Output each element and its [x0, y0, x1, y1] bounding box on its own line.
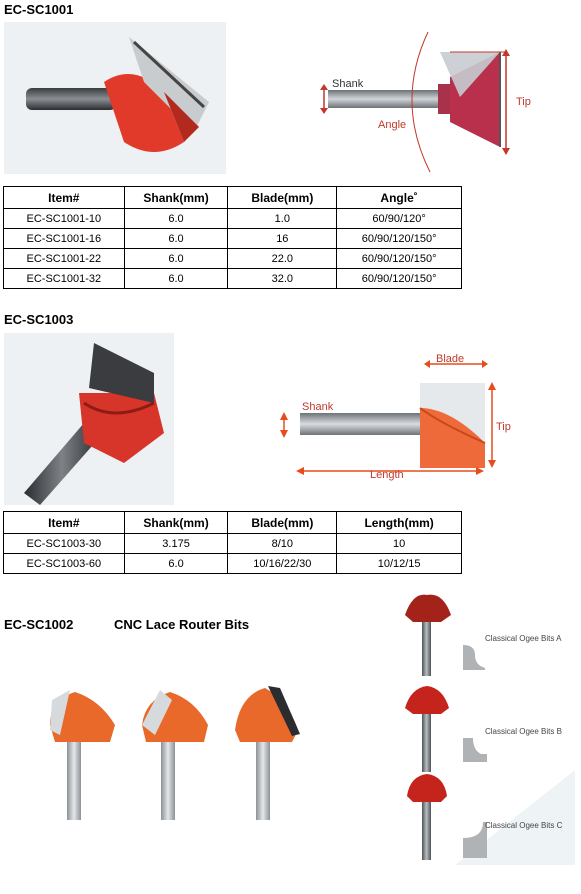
section2-title: EC-SC1003 [4, 312, 74, 327]
table-cell: EC-SC1003-60 [4, 554, 125, 574]
section3-subtitle: CNC Lace Router Bits [114, 617, 250, 632]
column-header: Blade(mm) [228, 512, 337, 534]
label-tip: Tip [516, 96, 531, 108]
table-cell: 3.175 [124, 534, 228, 554]
table-cell: EC-SC1003-30 [4, 534, 125, 554]
table-cell: 16 [228, 229, 337, 249]
column-header: Length(mm) [337, 512, 462, 534]
ogee-label-b: Classical Ogee Bits B [485, 727, 562, 736]
table-cell: 60/90/120° [337, 209, 462, 229]
table-cell: EC-SC1001-16 [4, 229, 125, 249]
table-cell: 6.0 [124, 249, 228, 269]
ogee-label-a: Classical Ogee Bits A [485, 634, 562, 643]
lace-router-bits-photo [30, 670, 310, 830]
table-header [4, 512, 462, 534]
table-row [4, 534, 462, 554]
section1-title: EC-SC1001 [4, 2, 74, 17]
table-cell: 10 [337, 534, 462, 554]
label-shank: Shank [302, 401, 334, 413]
table-row [4, 269, 462, 289]
table-row [4, 209, 462, 229]
product-photo-sc1001 [4, 22, 226, 174]
table-cell: EC-SC1001-32 [4, 269, 125, 289]
table-cell: 60/90/120/150° [337, 249, 462, 269]
product-photo-sc1003 [4, 333, 174, 505]
table-cell: 10/16/22/30 [228, 554, 337, 574]
table-cell: 6.0 [124, 229, 228, 249]
label-blade: Blade [436, 353, 465, 365]
table-cell: 60/90/120/150° [337, 269, 462, 289]
table-cell: 22.0 [228, 249, 337, 269]
diagram-sc1001 [300, 22, 570, 182]
table-row [4, 554, 462, 574]
table-cell: 32.0 [228, 269, 337, 289]
table-cell: 6.0 [124, 269, 228, 289]
spec-table-sc1001 [3, 186, 462, 289]
label-angle: Angle [378, 119, 407, 131]
table-cell: 6.0 [124, 554, 228, 574]
table-cell: EC-SC1001-10 [4, 209, 125, 229]
section3-title: EC-SC1002 [4, 617, 74, 632]
column-header: Shank(mm) [124, 512, 228, 534]
column-header: Item# [4, 512, 125, 534]
label-tip: Tip [496, 421, 511, 433]
column-header: Shank(mm) [124, 187, 228, 209]
column-header: Blade(mm) [228, 187, 337, 209]
ogee-label-c: Classical Ogee Bits C [485, 821, 563, 830]
label-shank: Shank [332, 78, 364, 90]
spec-table-sc1003 [3, 511, 462, 574]
diagram-sc1003 [270, 348, 520, 488]
table-cell: 60/90/120/150° [337, 229, 462, 249]
table-cell: 8/10 [228, 534, 337, 554]
label-length: Length [370, 469, 404, 481]
table-cell: EC-SC1001-22 [4, 249, 125, 269]
table-row [4, 249, 462, 269]
table-row [4, 229, 462, 249]
column-header: Item# [4, 187, 125, 209]
table-cell: 6.0 [124, 209, 228, 229]
table-header [4, 187, 462, 209]
table-cell: 1.0 [228, 209, 337, 229]
column-header: Angle˚ [337, 187, 462, 209]
table-cell: 10/12/15 [337, 554, 462, 574]
